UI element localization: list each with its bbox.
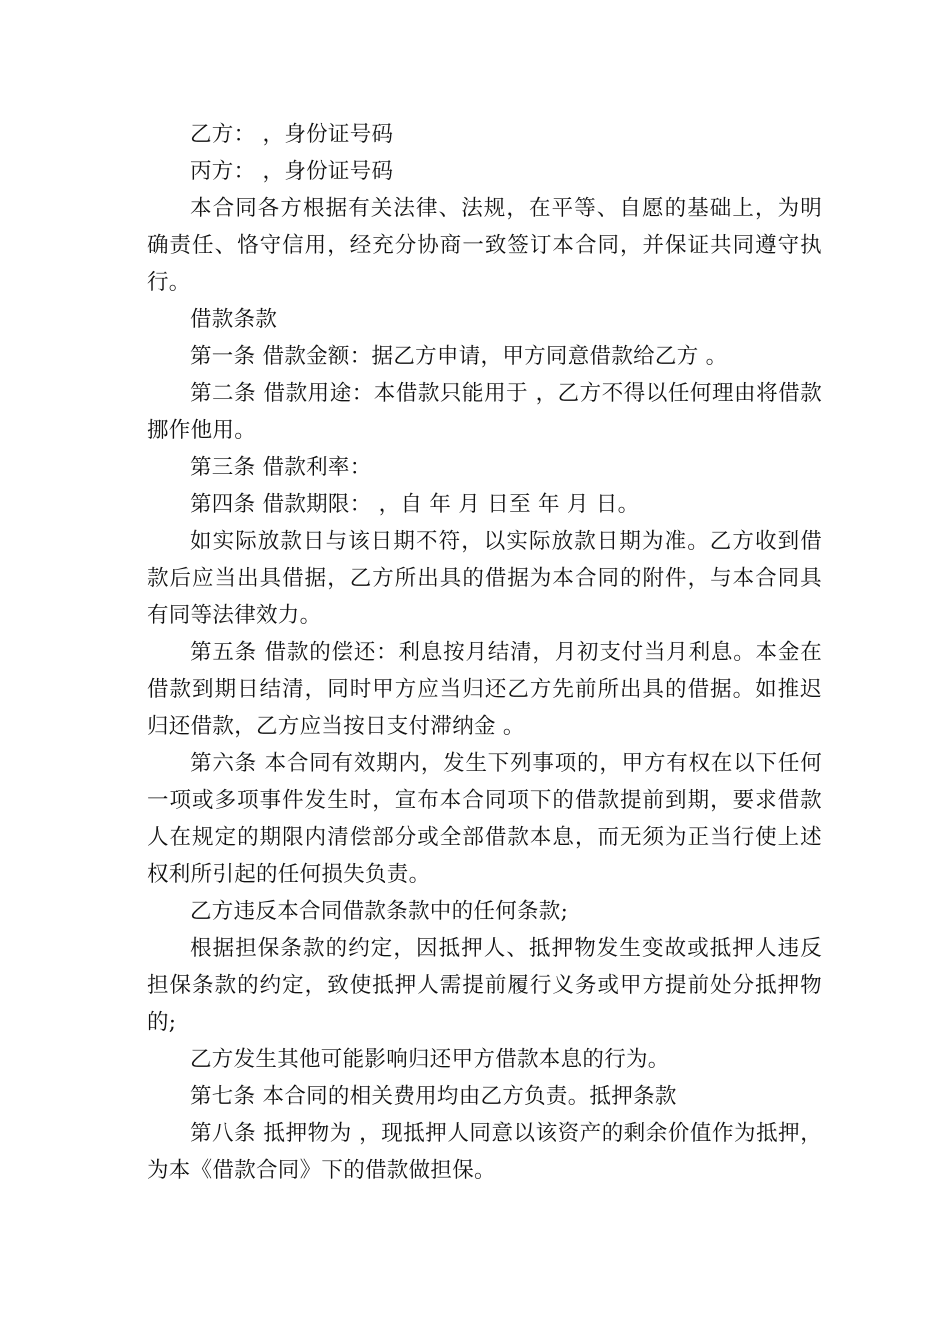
article-7-fees: 第七条 本合同的相关费用均由乙方负责。抵押条款 [190,1084,677,1109]
article-5-repayment: 第五条 借款的偿还：利息按月结清，月初支付当月利息。本金在借款到期日结清，同时甲方应当归还乙方先前所出具的借据。如推迟归还借款，乙方应当按日支付滞纳金 。 [147,640,822,739]
document-body [147,116,822,1189]
paragraph-party-c: 丙方： ，身份证号码 [190,159,394,184]
list-item-collateral-change: 根据担保条款的约定，因抵押人、抵押物发生变故或抵押人违反担保条款的约定，致使抵押人需提前履行义务或甲方提前处分抵押物的; [147,936,822,1035]
list-item-other-behavior: 乙方发生其他可能影响归还甲方借款本息的行为。 [190,1047,670,1072]
paragraph-preamble: 本合同各方根据有关法律、法规，在平等、自愿的基础上，为明确责任、恪守信用，经充分协商一致签订本合同，并保证共同遵守执行。 [147,196,822,295]
article-1-loan-amount: 第一条 借款金额：据乙方申请，甲方同意借款给乙方 。 [190,344,728,369]
article-6-acceleration: 第六条 本合同有效期内，发生下列事项的，甲方有权在以下任何一项或多项事件发生时，宣布本合同项下的借款提前到期，要求借款人在规定的期限内清偿部分或全部借款本息，而无须为正当行使上述权利所引起的任何损失负责。 [147,751,822,887]
paragraph-actual-disbursement: 如实际放款日与该日期不符，以实际放款日期为准。乙方收到借款后应当出具借据，乙方所出具的借据为本合同的附件，与本合同具有同等法律效力。 [147,529,822,628]
paragraph-party-b: 乙方： ，身份证号码 [190,122,394,147]
article-3-interest-rate: 第三条 借款利率： [190,455,372,480]
article-8-collateral: 第八条 抵押物为 ，现抵押人同意以该资产的剩余价值作为抵押，为本《借款合同》下的借款做担保。 [147,1121,822,1183]
article-4-loan-term: 第四条 借款期限： ，自 年 月 日至 年 月 日。 [190,492,640,517]
article-2-loan-purpose: 第二条 借款用途：本借款只能用于 ，乙方不得以任何理由将借款挪作他用。 [147,381,822,443]
list-item-breach: 乙方违反本合同借款条款中的任何条款; [190,899,569,924]
section-heading-loan-terms: 借款条款 [190,307,278,332]
